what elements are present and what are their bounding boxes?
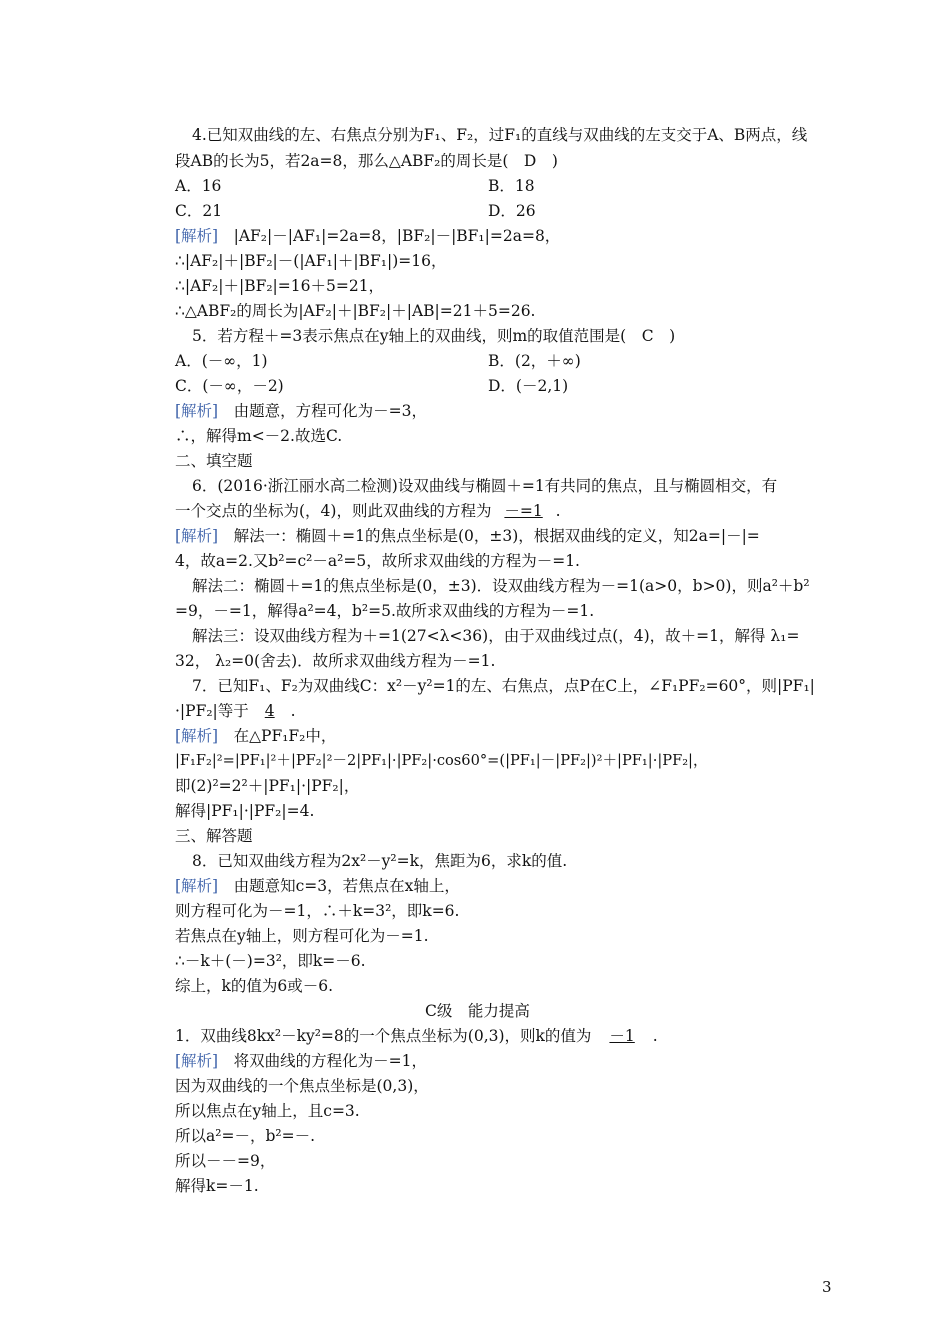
page-number: 3 bbox=[822, 1278, 832, 1296]
c1-analysis-line3: 所以焦点在y轴上，且c=3. bbox=[175, 1102, 360, 1120]
q7-end: . bbox=[290, 702, 296, 720]
q8-analysis-line3: 若焦点在y轴上，则方程可化为－=1. bbox=[175, 927, 429, 945]
q4-analysis-line2: ∴|AF₂|＋|BF₂|－(|AF₁|＋|BF₁|)=16， bbox=[175, 252, 447, 270]
q4-line2: 段AB的长为5，若2a=8，那么△ABF₂的周长是( D ) bbox=[175, 152, 558, 170]
q6-analysis-line4: =9，－=1，解得a²=4，b²=5.故所求双曲线的方程为－=1. bbox=[175, 602, 595, 620]
c1-analysis-line1 bbox=[175, 1050, 427, 1072]
q4-analysis-line1 bbox=[175, 225, 560, 247]
q8-analysis-line2: 则方程可化为－=1，∴＋k=3²，即k=6. bbox=[175, 902, 460, 920]
analysis-tag: [解析] bbox=[175, 227, 219, 245]
q6-end: . bbox=[550, 502, 561, 520]
c1-analysis-line6: 解得k=－1. bbox=[175, 1177, 259, 1195]
q5-option-d: D．(－2,1) bbox=[488, 377, 569, 395]
q7-analysis-line2: |F₁F₂|²=|PF₁|²＋|PF₂|²－2|PF₁|·|PF₂|·cos60°=(|PF₁|－|PF₂|)²＋|PF₁|·|PF₂|， bbox=[175, 752, 708, 769]
analysis-text: 将双曲线的方程化为－=1， bbox=[218, 1052, 427, 1070]
c1-end: . bbox=[652, 1027, 658, 1045]
section-c-level: C级 能力提高 bbox=[425, 1002, 530, 1020]
analysis-tag: [解析] bbox=[175, 402, 219, 420]
q7-line1: 7．已知F₁、F₂为双曲线C：x²－y²=1的左、右焦点，点P在C上，∠F₁PF₂=60°，则|PF₁| bbox=[192, 677, 815, 695]
q6-line2 bbox=[175, 500, 561, 522]
q6-analysis-line2: 4，故a=2.又b²=c²－a²=5，故所求双曲线的方程为－=1. bbox=[175, 552, 580, 570]
q8-analysis-line1 bbox=[175, 875, 460, 897]
analysis-text: 由题意知c=3，若焦点在x轴上， bbox=[218, 877, 460, 895]
q4-option-a: A．16 bbox=[175, 177, 222, 195]
q4-analysis-line4: ∴△ABF₂的周长为|AF₂|＋|BF₂|＋|AB|=21＋5=26. bbox=[175, 302, 536, 320]
q7-analysis-line1 bbox=[175, 725, 336, 747]
section-answer: 三、解答题 bbox=[175, 827, 253, 845]
c1-analysis-line2: 因为双曲线的一个焦点坐标是(0,3)， bbox=[175, 1077, 429, 1095]
analysis-tag: [解析] bbox=[175, 877, 219, 895]
q7-line2 bbox=[175, 700, 296, 722]
q7-text: ·|PF₂|等于 bbox=[175, 702, 249, 720]
q4-line1: 4.已知双曲线的左、右焦点分别为F₁、F₂，过F₁的直线与双曲线的左支交于A、B两点，线 bbox=[192, 126, 808, 144]
q8-analysis-line4: ∴－k＋(－)=3²，即k=－6. bbox=[175, 952, 366, 970]
q8-analysis-line5: 综上，k的值为6或－6. bbox=[175, 977, 334, 995]
q6-analysis-line3: 解法二：椭圆＋=1的焦点坐标是(0，±3)．设双曲线方程为－=1(a>0，b>0)，则a²＋b² bbox=[192, 577, 810, 595]
q4-option-d: D．26 bbox=[488, 202, 536, 220]
q7-analysis-line3: 即(2)²=2²＋|PF₁|·|PF₂|， bbox=[175, 777, 360, 795]
q8-line1: 8．已知双曲线方程为2x²－y²=k，焦距为6，求k的值. bbox=[192, 852, 568, 870]
analysis-text: 解法一：椭圆＋=1的焦点坐标是(0，±3)，根据双曲线的定义，知2a=|－|= bbox=[218, 527, 760, 545]
q4-analysis-line3: ∴|AF₂|＋|BF₂|=16＋5=21， bbox=[175, 277, 385, 295]
c1-analysis-line4: 所以a²=－，b²=－. bbox=[175, 1127, 315, 1145]
q4-option-b: B．18 bbox=[488, 177, 535, 195]
q7-analysis-line4: 解得|PF₁|·|PF₂|=4. bbox=[175, 802, 315, 820]
q5-option-a: A．(－∞，1) bbox=[175, 352, 268, 370]
analysis-tag: [解析] bbox=[175, 527, 219, 545]
analysis-text: 在△PF₁F₂中， bbox=[218, 727, 337, 745]
q5-option-b: B．(2，＋∞) bbox=[488, 352, 581, 370]
q7-answer: 4 bbox=[264, 702, 275, 720]
analysis-tag: [解析] bbox=[175, 727, 219, 745]
q5-analysis-line1 bbox=[175, 400, 427, 422]
c1-answer: －1 bbox=[609, 1027, 635, 1045]
q6-analysis-line1 bbox=[175, 525, 760, 547]
q4-option-c: C．21 bbox=[175, 202, 223, 220]
c1-text: 1．双曲线8kx²－ky²=8的一个焦点坐标为(0,3)，则k的值为 bbox=[175, 1027, 592, 1045]
q6-analysis-line6: 32， λ₂=0(舍去)．故所求双曲线方程为－=1. bbox=[175, 652, 496, 670]
analysis-tag: [解析] bbox=[175, 1052, 219, 1070]
analysis-text: 由题意，方程可化为－=3， bbox=[218, 402, 427, 420]
q6-text: 一个交点的坐标为(，4)，则此双曲线的方程为 bbox=[175, 502, 497, 520]
q6-answer: －=1 bbox=[504, 502, 543, 520]
c1-analysis-line5: 所以－－=9， bbox=[175, 1152, 276, 1170]
c1-line1 bbox=[175, 1025, 658, 1047]
analysis-text: |AF₂|－|AF₁|=2a=8，|BF₂|－|BF₁|=2a=8， bbox=[218, 227, 561, 245]
q5-line1: 5．若方程＋=3表示焦点在y轴上的双曲线，则m的取值范围是( C ) bbox=[192, 327, 676, 345]
q5-analysis-line2: ∴，解得m<－2.故选C. bbox=[175, 427, 343, 445]
q6-analysis-line5: 解法三：设双曲线方程为＋=1(27<λ<36)，由于双曲线过点(，4)，故＋=1，解得 λ₁= bbox=[192, 627, 800, 645]
section-fill-in: 二、填空题 bbox=[175, 452, 253, 470]
q6-line1: 6．(2016·浙江丽水高二检测)设双曲线与椭圆＋=1有共同的焦点，且与椭圆相交，有 bbox=[192, 477, 778, 495]
q5-option-c: C．(－∞，－2) bbox=[175, 377, 284, 395]
